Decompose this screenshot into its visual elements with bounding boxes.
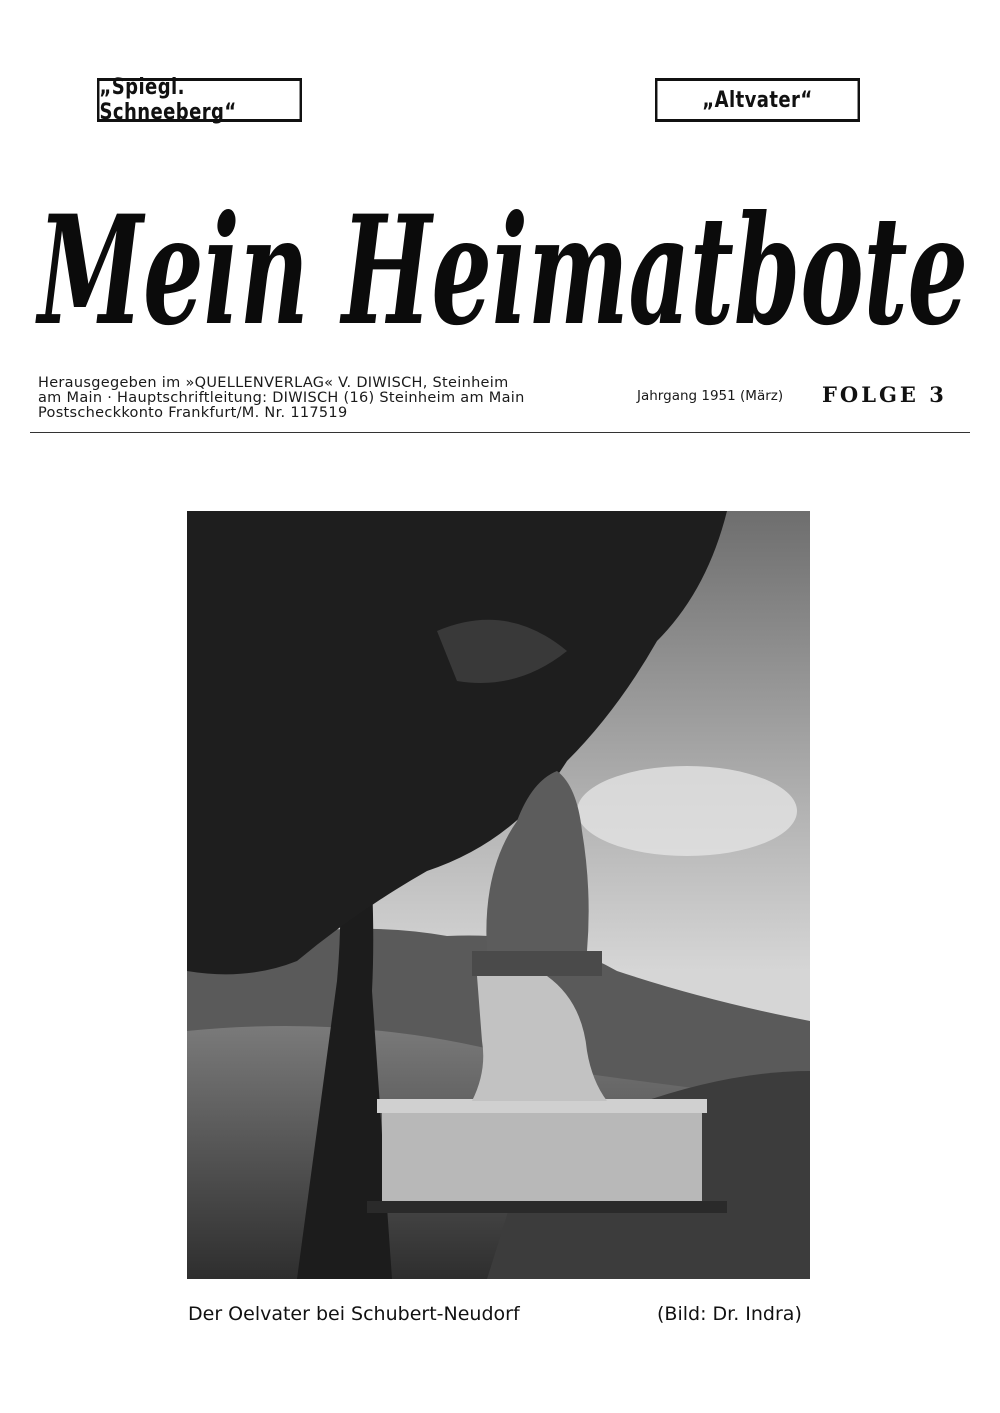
imprint-line-account: Postscheckkonto Frankfurt/M. Nr. 117519 xyxy=(38,405,348,421)
header-divider xyxy=(30,432,970,433)
imprint-line-editor: am Main · Hauptschriftleitung: DIWISCH (16) Steinheim am Main xyxy=(38,390,525,406)
cover-photograph xyxy=(187,511,810,1279)
monument-base xyxy=(382,1106,702,1201)
photo-credit: (Bild: Dr. Indra) xyxy=(657,1303,802,1325)
photo-caption: Der Oelvater bei Schubert-Neudorf xyxy=(188,1303,520,1325)
cloud xyxy=(577,766,797,856)
masthead-text: Mein Heimatbote xyxy=(34,183,968,359)
masthead-title xyxy=(28,138,978,378)
volume-date: Jahrgang 1951 (März) xyxy=(637,388,784,404)
ground-shadow xyxy=(367,1201,727,1213)
issue-number: FOLGE 3 xyxy=(822,382,947,407)
imprint-line-publisher: Herausgegeben im »QUELLENVERLAG« V. DIWISCH, Steinheim xyxy=(38,375,509,391)
monument-base-top xyxy=(377,1099,707,1113)
label-altvater-text: „Altvater“ xyxy=(702,87,813,113)
monument-cornice xyxy=(472,951,602,976)
label-spiegl-schneeberg xyxy=(97,75,302,125)
label-altvater xyxy=(655,78,860,122)
imprint-block xyxy=(38,376,578,421)
label-spiegl-schneeberg-text: „Spiegl. Schneeberg“ xyxy=(99,75,237,125)
